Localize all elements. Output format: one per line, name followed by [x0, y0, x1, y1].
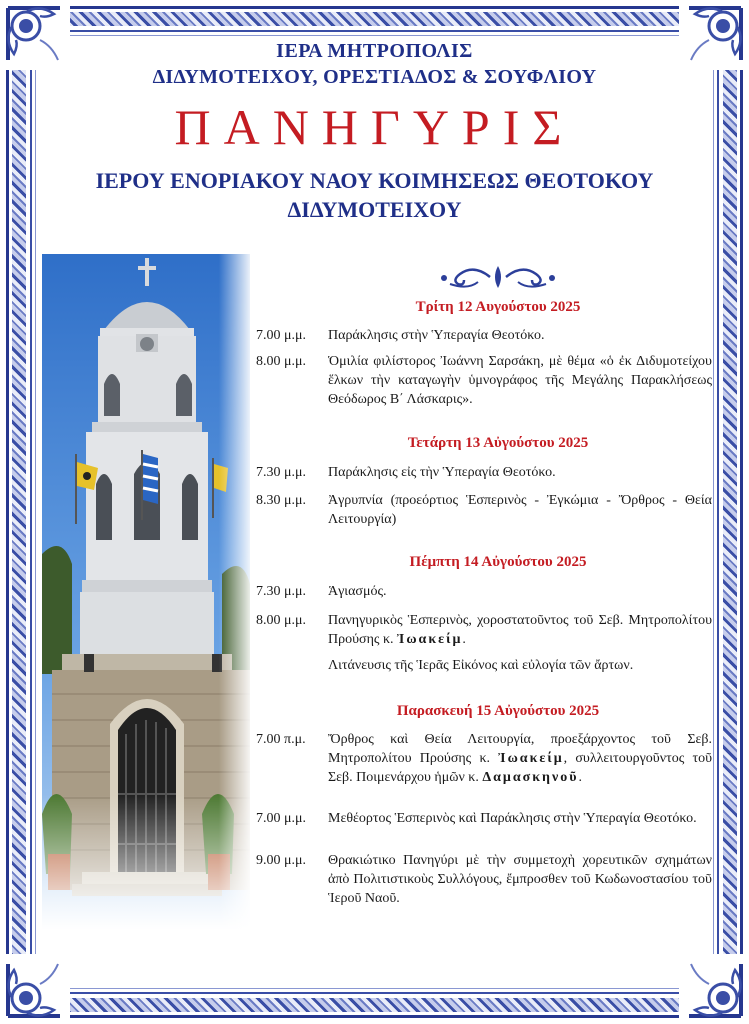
- event-time: 7.30 μ.μ.: [256, 584, 307, 599]
- event-text-part: Ὄρθρος καὶ Θεία Λειτουργία, προεξάρχοντος τοῦ Σεβ. Μητροπολίτου Προύσης κ.: [328, 732, 712, 766]
- event-text-part: .: [462, 632, 466, 647]
- event-time: 7.00 μ.μ.: [256, 328, 307, 343]
- corner-ornament-icon: [0, 950, 74, 1024]
- event-row: [256, 352, 712, 409]
- event-text: [328, 611, 712, 649]
- event-time: 7.30 μ.μ.: [256, 465, 307, 480]
- event-text: Ἀγρυπνία (προεόρτιος Ἑσπερινὸς - Ἐγκώμια - Ὄρθρος - Θεία Λειτουργία): [328, 493, 712, 527]
- event-text: Θρακιώτικο Πανηγύρι μὲ τὴν συμμετοχὴ χορευτικῶν σχημάτων ἀπὸ Πολιτιστικοὺς Συλλόγους, ἔμπροσθεν τοῦ Κωδωνοστασίου τοῦ Ἱεροῦ Ναοῦ.: [328, 853, 712, 906]
- event-row: [256, 730, 712, 787]
- church-location: ΔΙΔΥΜΟΤΕΙΧΟΥ: [287, 197, 462, 222]
- corner-ornament-icon: [675, 950, 749, 1024]
- event-time: 8.30 μ.μ.: [256, 493, 307, 508]
- event-text: Ὁμιλία φιλίστορος Ἰωάννη Σαρσάκη, μὲ θέμα «ὁ ἐκ Διδυμοτείχου ἕλκων τὴν καταγωγὴν ὑμνογράφος τῆς Μεγάλης Παρακλήσεως Θεόδωρος Β΄ Λάσκαρις».: [328, 354, 712, 407]
- day-2-date: Τετάρτη 13 Αὐγούστου 2025: [407, 435, 589, 451]
- event-row: [256, 851, 712, 908]
- event-row: [256, 656, 712, 675]
- metropolitan-name: Δαμασκηνοῦ: [482, 770, 579, 785]
- event-text-part: , συλλειτουργοῦντος τοῦ Σεβ. Ποιμενάρχου ἡμῶν κ.: [328, 751, 713, 785]
- event-row: [256, 611, 712, 649]
- event-time: 7.00 π.μ.: [256, 732, 306, 747]
- day-1-date: Τρίτη 12 Αυγούστου 2025: [415, 299, 581, 315]
- event-text: Μεθέορτος Ἑσπερινὸς καὶ Παράκλησις στὴν Ὑπεραγία Θεοτόκο.: [328, 811, 697, 826]
- event-text: Παράκλησις στὴν Ὑπεραγία Θεοτόκο.: [328, 328, 545, 343]
- metropolis-name: ΔΙΔΥΜΟΤΕΙΧΟΥ, ΟΡΕΣΤΙΑΔΟΣ & ΣΟΥΦΛΙΟΥ: [152, 66, 597, 88]
- event-row: [256, 326, 712, 345]
- scroll-ornament-icon: [438, 262, 558, 292]
- event-text: Λιτάνευσις τῆς Ἱερᾶς Εἰκόνος καὶ εὐλογία τῶν ἄρτων.: [328, 658, 634, 673]
- event-text: Ἁγιασμός.: [328, 584, 387, 599]
- event-time: 8.00 μ.μ.: [256, 613, 307, 628]
- event-time: [256, 656, 328, 675]
- day-4-date: Παρασκευή 15 Αὐγούστου 2025: [396, 703, 600, 719]
- day-3-date: Πέμπτη 14 Αὐγούστου 2025: [409, 554, 587, 570]
- bell-tower-photo: [42, 254, 250, 930]
- event-row: [256, 463, 712, 482]
- event-time: 9.00 μ.μ.: [256, 853, 307, 868]
- event-row: [256, 582, 712, 601]
- event-row: [256, 491, 712, 529]
- bishop-name: Ἰωακείμ: [498, 751, 564, 766]
- bishop-name: Ἰωακείμ: [397, 632, 463, 647]
- event-row: [256, 809, 712, 828]
- event-text-part: Πανηγυρικὸς Ἑσπερινὸς, χοροστατοῦντος τοῦ Σεβ. Μητροπολίτου Προύσης κ.: [328, 613, 712, 647]
- event-time: 8.00 μ.μ.: [256, 354, 307, 369]
- church-name: ΙΕΡΟΥ ΕΝΟΡΙΑΚΟΥ ΝΑΟΥ ΚΟΙΜΗΣΕΩΣ ΘΕΟΤΟΚΟΥ: [95, 168, 654, 193]
- event-text: [328, 730, 712, 787]
- page-title: ΠΑΝΗΓΥΡΙΣ: [174, 99, 575, 155]
- event-text: Παράκλησις εἰς τὴν Ὑπεραγία Θεοτόκο.: [328, 465, 556, 480]
- event-text-part: .: [578, 770, 583, 785]
- event-time: 7.00 μ.μ.: [256, 811, 307, 826]
- metropolis-label: ΙΕΡΑ ΜΗΤΡΟΠΟΛΙΣ: [276, 40, 473, 62]
